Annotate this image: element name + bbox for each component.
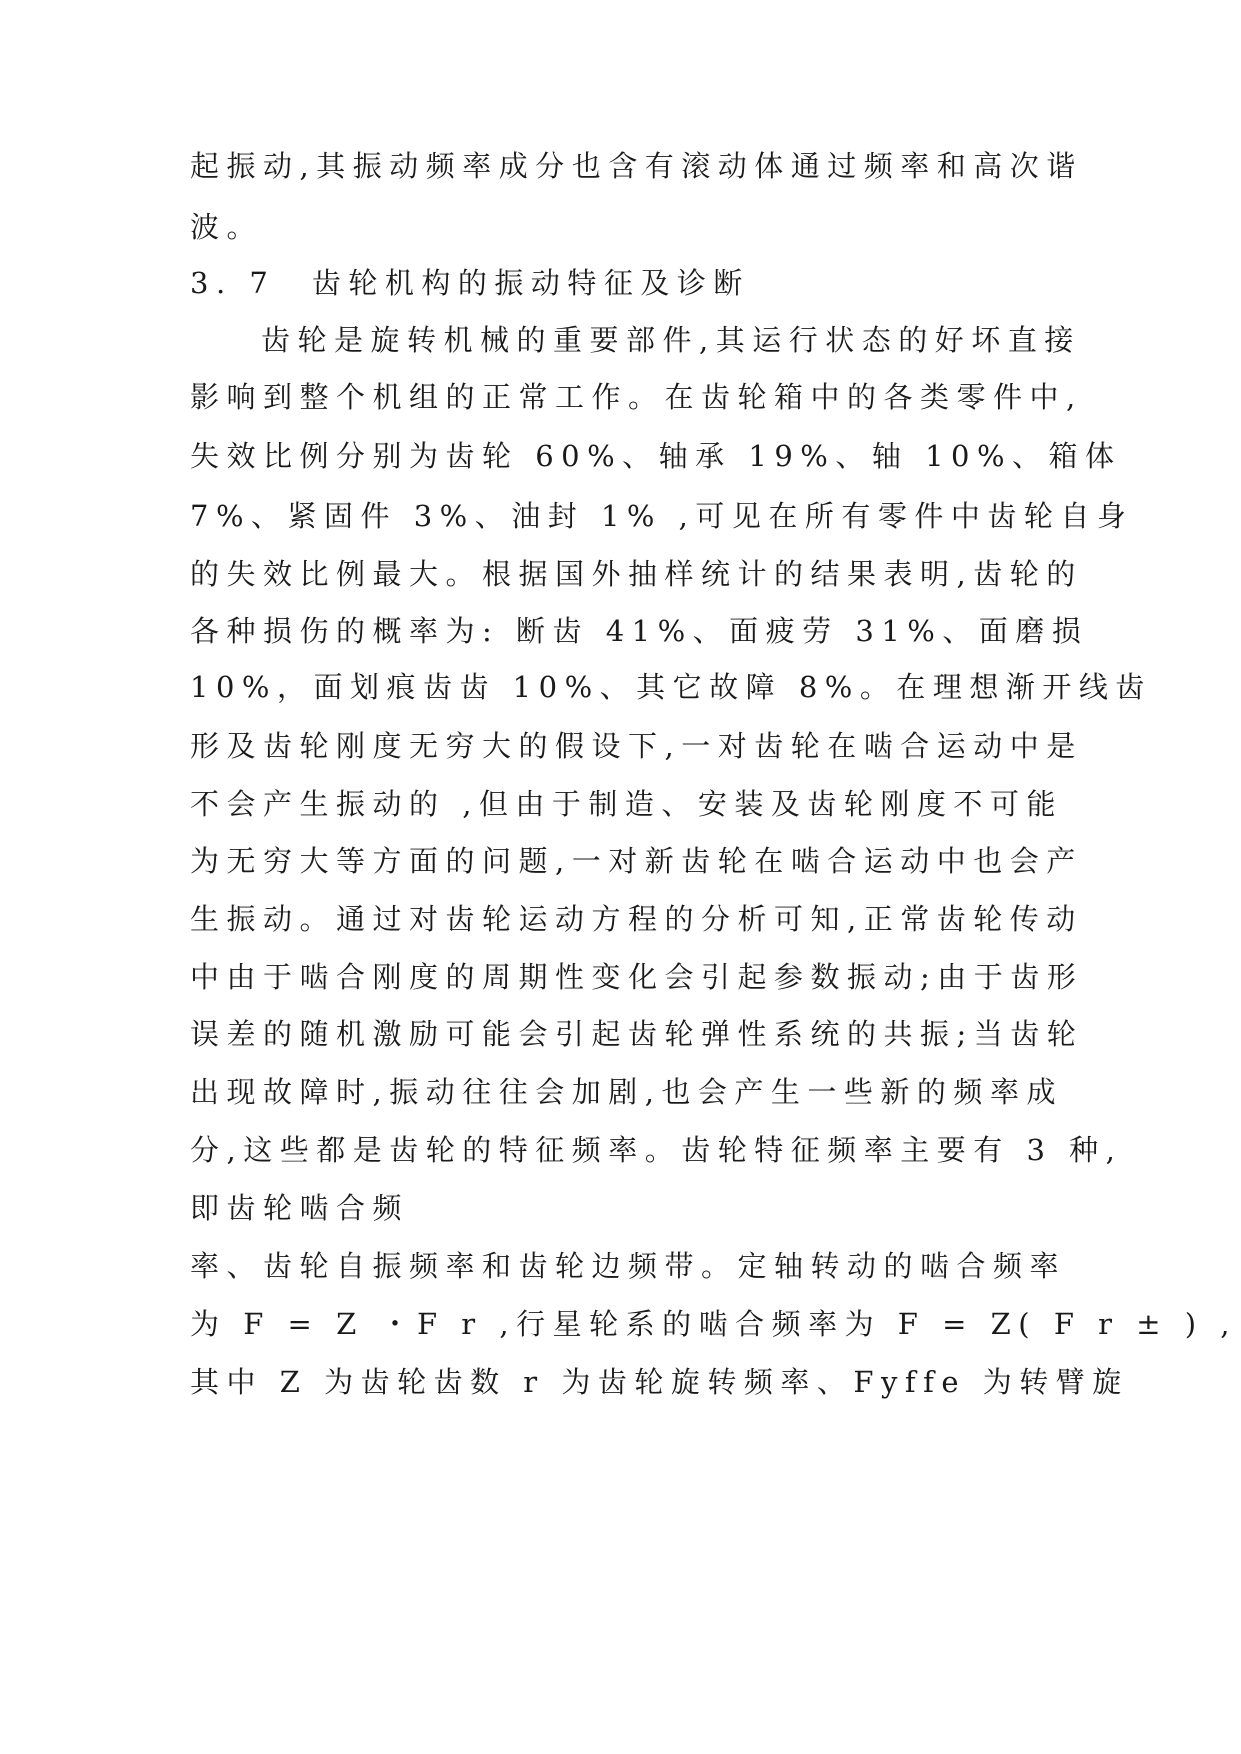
text-line: 不会产生振动的 ,但由于制造、安装及齿轮刚度不可能 bbox=[190, 787, 1063, 821]
paragraph-first-line: 齿轮是旋转机械的重要部件,其运行状态的好坏直接 bbox=[261, 323, 1081, 357]
text-line: 其中 Z 为齿轮齿数 r 为齿轮旋转频率、Fyffe 为转臂旋 bbox=[190, 1365, 1129, 1399]
text-line: 形及齿轮刚度无穷大的假设下,一对齿轮在啮合运动中是 bbox=[190, 729, 1083, 763]
text-line: 失效比例分别为齿轮 60%、轴承 19%、轴 10%、箱体 bbox=[190, 439, 1122, 473]
text-line: 分,这些都是齿轮的特征频率。齿轮特征频率主要有 3 种, bbox=[190, 1133, 1123, 1167]
text-line: 起振动,其振动频率成分也含有滚动体通过频率和高次谐 bbox=[190, 149, 1083, 183]
text-line: 10%，面划痕齿齿 10%、其它故障 8%。在理想渐开线齿 bbox=[190, 670, 1152, 704]
text-line: 出现故障时,振动往往会加剧,也会产生一些新的频率成 bbox=[190, 1075, 1063, 1109]
text-line: 影响到整个机组的正常工作。在齿轮箱中的各类零件中, bbox=[190, 380, 1083, 414]
text-line: 生振动。通过对齿轮运动方程的分析可知,正常齿轮传动 bbox=[190, 902, 1083, 936]
text-line: 为 F = Z ・F r ,行星轮系的啮合频率为 F = Z( F r ± ) , bbox=[190, 1307, 1238, 1341]
text-line: 的失效比例最大。根据国外抽样统计的结果表明,齿轮的 bbox=[190, 557, 1083, 591]
section-heading: 3. 7 齿轮机构的振动特征及诊断 bbox=[190, 266, 750, 300]
text-line: 波。 bbox=[190, 210, 264, 244]
text-line: 误差的随机激励可能会引起齿轮弹性系统的共振;当齿轮 bbox=[190, 1017, 1084, 1051]
text-line: 7%、紧固件 3%、油封 1% ,可见在所有零件中齿轮自身 bbox=[190, 499, 1134, 533]
text-line: 中由于啮合刚度的周期性变化会引起参数振动;由于齿形 bbox=[190, 960, 1084, 994]
text-line: 率、齿轮自振频率和齿轮边频带。定轴转动的啮合频率 bbox=[190, 1249, 1067, 1283]
text-line: 各种损伤的概率为: 断齿 41%、面疲劳 31%、面磨损 bbox=[190, 614, 1089, 648]
text-line: 为无穷大等方面的问题,一对新齿轮在啮合运动中也会产 bbox=[190, 844, 1083, 878]
text-line: 即齿轮啮合频 bbox=[190, 1191, 410, 1225]
